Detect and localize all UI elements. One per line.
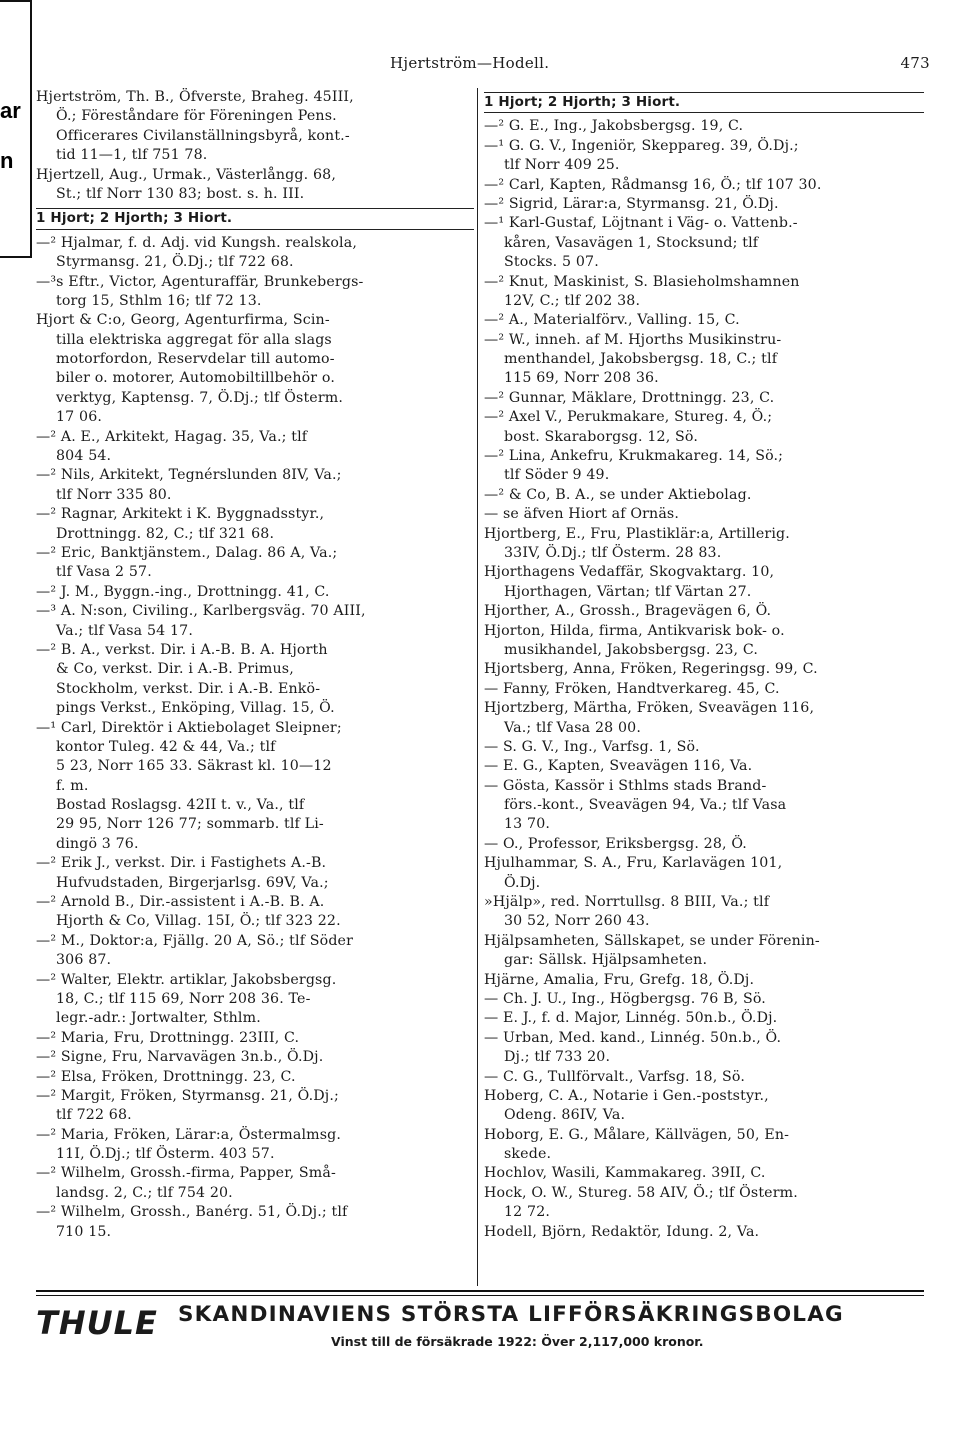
- overlay-fragment-1: ar: [0, 98, 21, 123]
- right-column: [484, 88, 924, 1242]
- directory-line: —² Elsa, Fröken, Drottningg. 23, C.: [36, 1068, 296, 1085]
- directory-line: Hjortzberg, Märtha, Fröken, Sveavägen 116,: [484, 700, 815, 717]
- directory-line: tlf Söder 9 49.: [504, 467, 610, 484]
- page-number: 473: [900, 54, 930, 72]
- directory-line: —² Arnold B., Dir.-assistent i A.-B. B. A.: [36, 894, 325, 911]
- directory-line: —² A. E., Arkitekt, Hagag. 35, Va.; tlf: [36, 428, 308, 445]
- directory-line: —² Hjalmar, f. d. Adj. vid Kungsh. realskola,: [36, 234, 357, 251]
- directory-line: —² G. E., Ing., Jakobsbergsg. 19, C.: [484, 118, 744, 135]
- directory-line: — O., Professor, Eriksbergsg. 28, Ö.: [484, 835, 747, 852]
- directory-line: & Co, verkst. Dir. i A.-B. Primus,: [56, 661, 294, 678]
- directory-line: 13 70.: [504, 816, 551, 833]
- directory-line: 804 54.: [56, 448, 112, 465]
- directory-line: skede.: [504, 1146, 552, 1163]
- advert-tagline: SKANDINAVIENS STÖRSTA LIFFÖRSÄKRINGSBOLAG: [178, 1302, 844, 1327]
- directory-line: —¹ Karl-Gustaf, Löjtnant i Väg- o. Vattenb.-: [484, 215, 798, 232]
- directory-line: St.; tlf Norr 130 83; bost. s. h. III.: [56, 185, 305, 202]
- directory-line: —³ A. N:son, Civiling., Karlbergsväg. 70 AIII,: [36, 603, 366, 620]
- directory-line: »Hjälp», red. Norrtullsg. 8 BIII, Va.; tlf: [484, 894, 770, 911]
- directory-line: tlf Vasa 2 57.: [56, 564, 152, 581]
- directory-line: biler o. motorer, Automobiltillbehör o.: [56, 370, 336, 387]
- directory-line: Odeng. 86IV, Va.: [504, 1107, 626, 1124]
- directory-line: Hjälpsamheten, Sällskapet, se under Förenin-: [484, 932, 820, 949]
- directory-line: 30 52, Norr 260 43.: [504, 913, 650, 930]
- directory-line: verktyg, Kaptensg. 7, Ö.Dj.; tlf Österm.: [56, 389, 344, 406]
- directory-line: —¹ G. G. V., Ingeniör, Skeppareg. 39, Ö.Dj.;: [484, 137, 799, 154]
- directory-line: Hjertström, Th. B., Öfverste, Braheg. 45III,: [36, 89, 354, 105]
- directory-line: —² Knut, Maskinist, S. Blasieholmshamnen: [484, 273, 800, 290]
- directory-line: —² Ragnar, Arkitekt i K. Byggnadsstyr.,: [36, 506, 325, 523]
- directory-line: Hjorth & Co, Villag. 15I, Ö.; tlf 323 22.: [56, 913, 341, 930]
- directory-line: tlf Norr 409 25.: [504, 157, 620, 174]
- directory-line: dingö 3 76.: [56, 835, 139, 852]
- directory-line: landsg. 2, C.; tlf 754 20.: [56, 1184, 233, 1201]
- directory-line: Hoborg, E. G., Målare, Källvägen, 50, En-: [484, 1126, 790, 1143]
- directory-line: Officerares Civilanställningsbyrå, kont.-: [56, 127, 350, 144]
- directory-line: 12 72.: [504, 1204, 551, 1221]
- directory-line: Stockholm, verkst. Dir. i A.-B. Enkö-: [56, 680, 321, 697]
- directory-line: Hufvudstaden, Birgerjarlsg. 69V, Va.;: [56, 874, 329, 891]
- directory-line: Hjortsberg, Anna, Fröken, Regeringsg. 99, C.: [484, 661, 818, 678]
- directory-line: — C. G., Tullförvalt., Varfsg. 18, Sö.: [484, 1068, 746, 1085]
- advert-brand: THULE: [36, 1304, 158, 1342]
- directory-line: menthandel, Jakobsbergsg. 18, C.; tlf: [504, 351, 778, 368]
- directory-line: Hjortberg, E., Fru, Plastiklär:a, Artillerig.: [484, 525, 790, 542]
- advertisement-footer: [36, 1290, 924, 1349]
- directory-line: 17 06.: [56, 409, 103, 426]
- left-column: [36, 88, 474, 1242]
- directory-line: — Gösta, Kassör i Sthlms stads Brand-: [484, 777, 767, 794]
- overlay-fragment-2: n: [0, 148, 14, 173]
- column-divider: [477, 88, 478, 1286]
- overlay-panel[interactable]: [0, 0, 32, 258]
- directory-line: kontor Tuleg. 42 & 44, Va.; tlf: [56, 738, 276, 755]
- directory-line: 33IV, Ö.Dj.; tlf Österm. 28 83.: [504, 544, 722, 561]
- directory-line: —² W., inneh. af M. Hjorths Musikinstru-: [484, 331, 782, 348]
- directory-line: tlf Norr 335 80.: [56, 486, 172, 503]
- directory-line: —² Eric, Banktjänstem., Dalag. 86 A, Va.;: [36, 544, 338, 561]
- directory-line: —² Wilhelm, Grossh., Banérg. 51, Ö.Dj.; tlf: [36, 1204, 348, 1221]
- directory-line: Hjertzell, Aug., Urmak., Västerlångg. 68,: [36, 166, 336, 183]
- directory-line: Hjärne, Amalia, Fru, Grefg. 18, Ö.Dj.: [484, 971, 755, 988]
- directory-line: —² M., Doktor:a, Fjällg. 20 A, Sö.; tlf Söder: [36, 932, 354, 949]
- footer-rule-thin: [36, 1295, 924, 1296]
- directory-line: Hjulhammar, S. A., Fru, Karlavägen 101,: [484, 855, 783, 872]
- directory-line: — Urban, Med. kand., Linnég. 50n.b., Ö.: [484, 1029, 782, 1046]
- directory-line: 18, C.; tlf 115 69, Norr 208 36. Te-: [56, 990, 311, 1007]
- footer-rule-top: [36, 1290, 924, 1292]
- directory-line: legr.-adr.: Jortwalter, Sthlm.: [56, 1010, 261, 1027]
- directory-line: Hjort & C:o, Georg, Agenturfirma, Scin-: [36, 312, 330, 329]
- directory-line: gar: Sällsk. Hjälpsamheten.: [504, 952, 708, 969]
- directory-line: tilla elektriska aggregat för alla slags: [56, 331, 332, 348]
- advert-subline: Vinst till de försäkrade 1922: Över 2,117,000 kronor.: [331, 1334, 704, 1349]
- directory-line: — Ch. J. U., Ing., Högbergsg. 76 B, Sö.: [484, 990, 766, 1007]
- directory-line: torg 15, Sthlm 16; tlf 72 13.: [56, 292, 262, 309]
- directory-line: 710 15.: [56, 1223, 112, 1240]
- page-header: [390, 54, 930, 72]
- section-heading: 1 Hjort; 2 Hjorth; 3 Hiort.: [36, 208, 474, 229]
- directory-line: —² Erik J., verkst. Dir. i Fastighets A.-B.: [36, 855, 327, 872]
- directory-line: 11I, Ö.Dj.; tlf Österm. 403 57.: [56, 1146, 275, 1163]
- directory-line: tlf 722 68.: [56, 1107, 132, 1124]
- directory-line: —² J. M., Byggn.-ing., Drottningg. 41, C.: [36, 583, 330, 600]
- directory-line: Dj.; tlf 733 20.: [504, 1049, 611, 1066]
- directory-line: bost. Skaraborgsg. 12, Sö.: [504, 428, 699, 445]
- directory-line: motorfordon, Reservdelar till automo-: [56, 351, 335, 368]
- directory-line: —² Maria, Fru, Drottningg. 23III, C.: [36, 1029, 300, 1046]
- directory-line: —¹ Carl, Direktör i Aktiebolaget Sleipner;: [36, 719, 342, 736]
- directory-line: Bostad Roslagsg. 42II t. v., Va., tlf: [56, 797, 305, 814]
- directory-line: —² Margit, Fröken, Styrmansg. 21, Ö.Dj.;: [36, 1087, 339, 1104]
- directory-line: —² B. A., verkst. Dir. i A.-B. B. A. Hjorth: [36, 641, 328, 658]
- directory-line: — E. J., f. d. Major, Linnég. 50n.b., Ö.Dj.: [484, 1010, 778, 1027]
- directory-line: —² Nils, Arkitekt, Tegnérslunden 8IV, Va.;: [36, 467, 342, 484]
- directory-line: —² Lina, Ankefru, Krukmakareg. 14, Sö.;: [484, 448, 784, 465]
- directory-line: —² Sigrid, Lärar:a, Styrmansg. 21, Ö.Dj.: [484, 195, 779, 212]
- directory-line: —² Gunnar, Mäklare, Drottningg. 23, C.: [484, 389, 775, 406]
- directory-line: 12V, C.; tlf 202 38.: [504, 292, 641, 309]
- directory-line: kåren, Vasavägen 1, Stocksund; tlf: [504, 234, 759, 251]
- directory-line: Hochlov, Wasili, Kammakareg. 39II, C.: [484, 1165, 766, 1182]
- directory-line: Va.; tlf Vasa 28 00.: [504, 719, 641, 736]
- directory-line: —² Signe, Fru, Narvavägen 3n.b., Ö.Dj.: [36, 1049, 324, 1066]
- directory-line: 5 23, Norr 165 33. Säkrast kl. 10—12: [56, 758, 332, 775]
- directory-line: Hjorton, Hilda, firma, Antikvarisk bok- o.: [484, 622, 785, 639]
- directory-line: — S. G. V., Ing., Varfsg. 1, Sö.: [484, 738, 700, 755]
- directory-line: 306 87.: [56, 952, 112, 969]
- directory-line: Hock, O. W., Stureg. 58 AIV, Ö.; tlf Österm.: [484, 1184, 798, 1201]
- directory-line: f. m.: [56, 777, 89, 794]
- directory-line: 29 95, Norr 126 77; sommarb. tlf Li-: [56, 816, 324, 833]
- directory-line: —² Maria, Fröken, Lärar:a, Östermalmsg.: [36, 1126, 342, 1143]
- directory-line: Ö.Dj.: [504, 874, 541, 891]
- directory-line: Stocks. 5 07.: [504, 254, 599, 271]
- directory-line: —² Carl, Kapten, Rådmansg 16, Ö.; tlf 107 30.: [484, 176, 822, 193]
- directory-line: —² Wilhelm, Grossh.-firma, Papper, Små-: [36, 1165, 336, 1182]
- directory-line: 115 69, Norr 208 36.: [504, 370, 659, 387]
- directory-line: tid 11—1, tlf 751 78.: [56, 147, 208, 164]
- directory-line: Hoberg, C. A., Notarie i Gen.-poststyr.,: [484, 1087, 769, 1104]
- directory-line: —³s Eftr., Victor, Agenturaffär, Brunkebergs-: [36, 273, 364, 290]
- directory-line: Styrmansg. 21, Ö.Dj.; tlf 722 68.: [56, 254, 294, 271]
- directory-line: Hjorthagens Vedaffär, Skogvaktarg. 10,: [484, 564, 775, 581]
- directory-line: —² & Co, B. A., se under Aktiebolag.: [484, 486, 752, 503]
- directory-line: —² Axel V., Perukmakare, Stureg. 4, Ö.;: [484, 409, 773, 426]
- running-title: Hjertström—Hodell.: [390, 54, 550, 72]
- directory-line: Ö.; Föreståndare för Föreningen Pens.: [56, 108, 337, 125]
- directory-line: — E. G., Kapten, Sveavägen 116, Va.: [484, 758, 753, 775]
- directory-line: — Fanny, Fröken, Handtverkareg. 45, C.: [484, 680, 780, 697]
- directory-line: — se äfven Hiort af Ornäs.: [484, 506, 680, 523]
- directory-line: —² Walter, Elektr. artiklar, Jakobsbergsg.: [36, 971, 337, 988]
- directory-line: Hjorther, A., Grossh., Bragevägen 6, Ö.: [484, 603, 772, 620]
- directory-line: Hjorthagen, Värtan; tlf Värtan 27.: [504, 583, 752, 600]
- directory-line: förs.-kont., Sveavägen 94, Va.; tlf Vasa: [504, 797, 787, 814]
- directory-line: Va.; tlf Vasa 54 17.: [56, 622, 193, 639]
- directory-line: musikhandel, Jakobsbergsg. 23, C.: [504, 641, 759, 658]
- directory-line: pings Verkst., Enköping, Villag. 15, Ö.: [56, 700, 335, 717]
- directory-line: Hodell, Björn, Redaktör, Idung. 2, Va.: [484, 1223, 760, 1240]
- directory-line: Drottningg. 82, C.; tlf 321 68.: [56, 525, 275, 542]
- section-heading: 1 Hjort; 2 Hjorth; 3 Hiort.: [484, 92, 924, 113]
- directory-line: —² A., Materialförv., Valling. 15, C.: [484, 312, 740, 329]
